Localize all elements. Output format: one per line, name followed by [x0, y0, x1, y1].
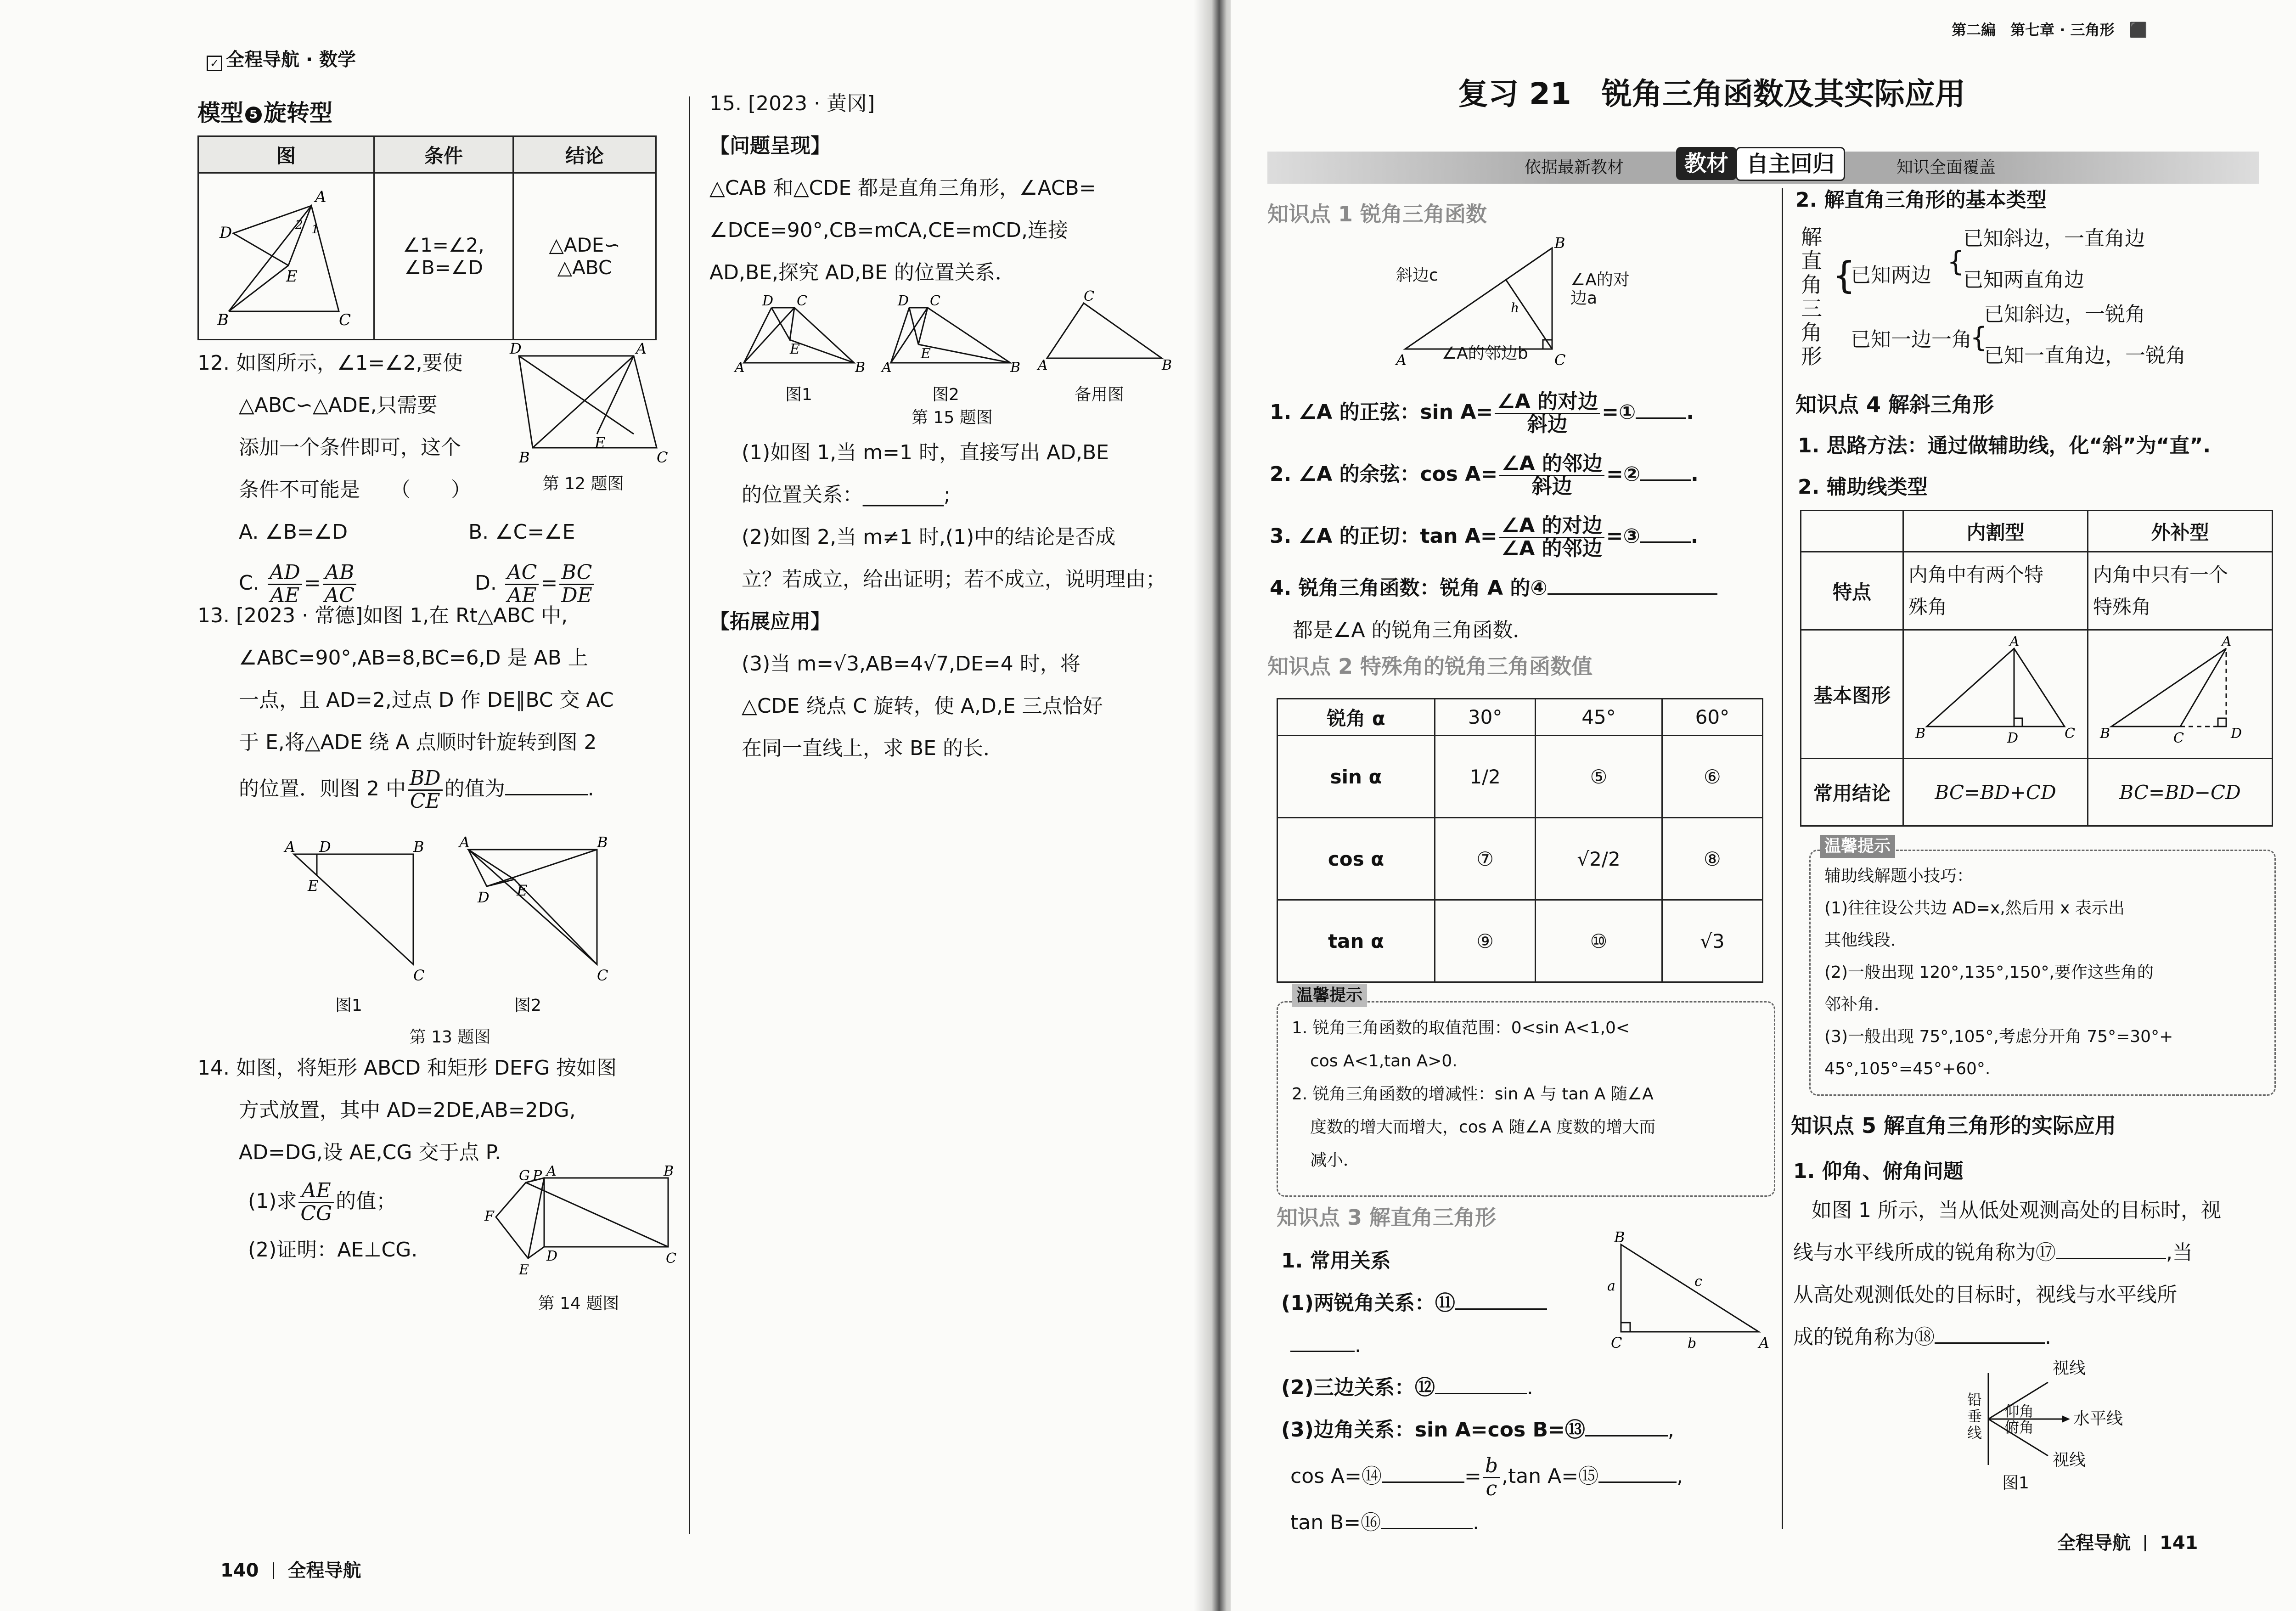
svg-text:C: C — [1554, 351, 1566, 369]
svg-text:C: C — [1084, 288, 1094, 304]
condition-cell: ∠1=∠2, ∠B=∠D — [374, 173, 513, 340]
svg-text:B: B — [664, 1163, 674, 1179]
q12-figure: D A E B C 第 12 题图 — [510, 340, 668, 493]
type-side-angle: 已知一边一角 — [1851, 328, 1972, 351]
svg-text:E: E — [286, 267, 298, 286]
table-cell[interactable]: ⑥ — [1662, 736, 1762, 818]
q14-figure: A B G P F E D C 第 14 题图 — [484, 1163, 676, 1313]
svg-text:C: C — [666, 1250, 676, 1267]
running-header: 第二編 第七章 · 三角形 ⬛ — [1952, 21, 2148, 39]
table-cell: 内角中只有一个 特殊角 — [2088, 552, 2273, 630]
table-header: 外补型 — [2088, 511, 2273, 552]
option-a[interactable]: A. ∠B=∠D — [239, 520, 348, 544]
type-item: 已知两直角边 — [1963, 268, 2084, 292]
svg-text:B: B — [1162, 357, 1172, 373]
brace-icon: { — [1947, 246, 1965, 278]
table-cell: cos α — [1277, 818, 1435, 900]
special-angle-table — [1277, 698, 1763, 983]
svg-text:A: A — [1396, 351, 1407, 369]
svg-text:D: D — [478, 889, 490, 906]
svg-text:E: E — [790, 341, 800, 357]
brace-icon: { — [1832, 254, 1856, 297]
table-header: 30° — [1435, 699, 1536, 736]
knowledge-point-2: 知识点 2 特殊角的锐角三角函数值 — [1267, 654, 1593, 679]
kp5-subheading: 1. 仰角、俯角问题 — [1793, 1160, 1964, 1183]
kp4-aux: 2. 辅助线类型 — [1798, 475, 1928, 499]
svg-text:A: A — [735, 360, 745, 376]
svg-text:A: A — [459, 834, 470, 851]
outer-fill-figure — [2088, 630, 2273, 759]
option-d[interactable]: D. $\frac{AC}{AE}$ = $\frac{BC}{DE}$ — [468, 571, 596, 595]
svg-text:A: A — [285, 838, 296, 856]
table-cell[interactable]: ⑩ — [1536, 900, 1662, 982]
type-item: 已知斜边，一锐角 — [1984, 303, 2145, 326]
table-cell: 特点 — [1801, 552, 1903, 630]
tip-box-1: 温馨提示 1. 锐角三角函数的取值范围：0<sin A<1,0< cos A<1,tan A>0. 2. 锐角三角函数的增减性：sin A 与 tan A 随∠A 度数的增大而增大，cos A 随∠A 度数的增大而 减小． — [1277, 1001, 1775, 1197]
table-cell: tan α — [1277, 900, 1435, 982]
answer-blank[interactable] — [1435, 1393, 1527, 1394]
svg-text:A: A — [636, 340, 647, 357]
trig-definitions: 1. ∠A 的正弦：sin A= $\frac{\text{∠A 的对边}}{\text{斜边}}$ =① . 2. ∠A 的余弦：cos A= $\frac{\text{∠A 的邻边}}{\text{斜边}}$ =② . 3. ∠A 的正切：tan A= $\frac{\text{∠A 的对边}}{\text{∠A 的邻边}}$ =③ . 4. 锐角三角函数：锐角 A 的④ 都是∠A 的锐角三角函数． — [1270, 381, 1717, 652]
answer-blank[interactable] — [1381, 1528, 1473, 1529]
svg-text:C: C — [2173, 730, 2184, 746]
answer-blank[interactable] — [1598, 1481, 1677, 1483]
svg-text:C: C — [339, 311, 351, 329]
tip-box-2: 温馨提示 辅助线解题小技巧： (1)往往设公共边 AD=x,然后用 x 表示出 其他线段． (2)一般出现 120°,135°,150°,要作这些角的 邻补角． (3)一般出现 75°,105°,考虑分开角 75°=30°+ 45°,105°=45°+60°. — [1809, 850, 2276, 1096]
knowledge-point-3: 知识点 3 解直角三角形 — [1277, 1205, 1497, 1230]
svg-text:2: 2 — [295, 218, 303, 232]
column-divider — [1782, 188, 1783, 1529]
table-header: 内割型 — [1903, 511, 2088, 552]
svg-text:D: D — [546, 1248, 558, 1264]
page-footer-left: 140 全程导航 — [220, 1560, 361, 1581]
q13-figures: A D B E C A B D E C 图1 图2 第 13 题图 — [276, 836, 625, 1049]
table-cell: 内角中有两个特 殊角 — [1903, 552, 2088, 630]
svg-text:A: A — [2009, 633, 2020, 650]
svg-text:C: C — [930, 293, 940, 309]
answer-blank[interactable] — [1640, 479, 1691, 481]
svg-text:A: A — [2221, 633, 2232, 650]
svg-text:E: E — [921, 346, 931, 362]
brace-icon: { — [1970, 321, 1988, 354]
svg-text:h: h — [1511, 300, 1519, 315]
svg-text:D: D — [510, 340, 522, 357]
svg-text:D: D — [2230, 725, 2242, 742]
page-title: 复习 21 锐角三角函数及其实际应用 — [1458, 76, 1965, 112]
aux-line-table — [1800, 510, 2273, 827]
table-cell[interactable]: ⑤ — [1536, 736, 1662, 818]
svg-text:E: E — [519, 1262, 529, 1278]
table-header: 结论 — [513, 136, 656, 173]
kp5-text: 如图 1 所示，当从低处观测高处的目标时，视 线与水平线所成的锐角称为⑰ ,当 从高处观测低处的目标时，视线与水平线所 成的锐角称为⑱ . — [1793, 1199, 2221, 1349]
question-12: 12. 如图所示，∠1=∠2,要使 △ABC∽△ADE,只需要 添加一个条件即可，这个 条件不可能是 （ ） A. ∠B=∠D B. ∠C=∠E C. $\frac{AD}{AE}$ = $\frac{AB}{AC}$ D. $\frac{AC}{AE}$ = $\frac{BC}{DE}$ — [197, 342, 596, 613]
svg-text:C: C — [1611, 1334, 1622, 1352]
table-header: 60° — [1662, 699, 1762, 736]
table-cell: BC=BD+CD — [1903, 759, 2088, 826]
number-badge: 5 — [245, 107, 262, 123]
table-header: 锐角 α — [1277, 699, 1435, 736]
answer-blank[interactable] — [2056, 1258, 2166, 1259]
model-figure — [198, 173, 374, 340]
elevation-figure: 视线 仰角 俯角 水平线 视线 铅垂线 图1 — [1967, 1359, 2123, 1493]
table-header: 45° — [1536, 699, 1662, 736]
question-13: 13. [2023 · 常德]如图 1,在 Rt△ABC 中, ∠ABC=90°,AB=8,BC=6,D 是 AB 上 一点，且 AD=2,过点 D 作 DE∥BC 交 AC 于 E,将△ADE 绕 A 点顺时针旋转到图 2 的位置．则图 2 中 $\frac{BD}{CE}$ 的值为 . — [197, 604, 614, 813]
q15-figures: A B D C E A B D C E A B C 图1 图2 备用图 — [735, 294, 1176, 406]
table-header: 图 — [198, 136, 374, 173]
type-item: 已知一直角边，一锐角 — [1984, 344, 2186, 367]
svg-text:B: B — [413, 838, 424, 856]
kp4-method: 1. 思路方法：通过做辅助线，化“斜”为“直”. — [1798, 434, 2211, 457]
svg-text:C: C — [2064, 725, 2075, 742]
svg-text:c: c — [1694, 1273, 1702, 1290]
svg-text:a: a — [1607, 1278, 1615, 1294]
table-cell: sin α — [1277, 736, 1435, 818]
svg-text:B: B — [1915, 725, 1925, 742]
answer-blank[interactable] — [1382, 1481, 1464, 1483]
question-15: 15. [2023 · 黄冈] 【问题呈现】 △CAB 和△CDE 都是直角三角形，∠ACB= ∠DCE=90°,CB=mCA,CE=mCD,连接 AD,BE,探究 AD,BE 的位置关系． — [709, 92, 1096, 284]
svg-text:C: C — [597, 967, 608, 984]
table-cell: 常用结论 — [1801, 759, 1903, 826]
types-heading: 2. 解直角三角形的基本类型 — [1795, 188, 2047, 212]
column-divider — [689, 96, 690, 1534]
table-cell: BC=BD−CD — [2088, 759, 2273, 826]
svg-text:D: D — [319, 838, 331, 856]
svg-text:C: C — [797, 293, 807, 309]
answer-blank[interactable] — [1548, 593, 1717, 595]
option-b[interactable]: B. ∠C=∠E — [468, 520, 575, 544]
knowledge-point-4: 知识点 4 解斜三角形 — [1795, 392, 1994, 417]
svg-text:A: A — [882, 360, 892, 376]
conclusion-cell: △ADE∽ △ABC — [513, 173, 656, 340]
svg-text:B: B — [597, 834, 608, 851]
table-cell: 1/2 — [1435, 736, 1536, 818]
svg-text:D: D — [898, 293, 909, 309]
svg-text:B: B — [1554, 234, 1565, 252]
option-c[interactable]: C. $\frac{AD}{AE}$ = $\frac{AB}{AC}$ — [239, 553, 468, 613]
svg-text:B: B — [519, 449, 530, 466]
svg-text:1: 1 — [311, 223, 319, 237]
svg-text:E: E — [517, 882, 528, 899]
knowledge-point-1: 知识点 1 锐角三角函数 — [1267, 202, 1487, 226]
answer-blank[interactable] — [1455, 1308, 1547, 1310]
svg-text:F: F — [484, 1208, 494, 1224]
right-page — [1231, 0, 2296, 1611]
section-banner: 依据最新教材 教材 自主回归 知识全面覆盖 — [1267, 152, 2259, 184]
answer-blank[interactable] — [1640, 541, 1691, 543]
svg-text:B: B — [1614, 1228, 1625, 1246]
type-two-sides: 已知两边 — [1851, 264, 1931, 287]
common-relations: 1. 常用关系 (1)两锐角关系：⑪ . (2)三边关系：⑫ . (3)边角关系：sin A=cos B=⑬ , cos A=⑭ = $\frac{b}{c}$ ,tan A=⑮ , tan B=⑯ . — [1281, 1249, 1683, 1534]
svg-text:D: D — [2007, 730, 2018, 746]
model-table — [197, 135, 657, 340]
svg-text:C: C — [657, 449, 668, 466]
svg-text:A: A — [1038, 357, 1048, 373]
inner-cut-figure — [1903, 630, 2088, 759]
answer-blank[interactable] — [1585, 1435, 1668, 1436]
answer-blank[interactable] — [1935, 1342, 2045, 1344]
svg-text:D: D — [762, 293, 774, 309]
table-cell: √2/2 — [1536, 818, 1662, 900]
knowledge-point-5: 知识点 5 解直角三角形的实际应用 — [1791, 1113, 2116, 1138]
svg-text:B: B — [217, 311, 229, 329]
svg-text:A: A — [315, 188, 326, 206]
table-cell[interactable]: ⑨ — [1435, 900, 1536, 982]
types-vertical-label: 解直角三角形 — [1801, 225, 1822, 369]
svg-text:B: B — [1010, 360, 1021, 376]
svg-text:B: B — [2099, 725, 2110, 742]
q15-caption: 第 15 题图 — [912, 408, 993, 427]
answer-blank[interactable] — [1290, 1351, 1355, 1352]
abc-right-triangle — [1589, 1228, 1782, 1357]
svg-text:P: P — [533, 1168, 542, 1184]
checkbox-icon: ✓ — [207, 56, 222, 71]
page-footer-right: 全程导航 141 — [2057, 1532, 2198, 1554]
svg-text:A: A — [1759, 1334, 1770, 1352]
table-header — [1801, 511, 1903, 552]
question-15-parts: (1)如图 1,当 m=1 时，直接写出 AD,BE 的位置关系：________; (2)如图 2,当 m≠1 时,(1)中的结论是否成 立？若成立，给出证明；若不成立，说明理由； 【拓展应用】 (3)当 m=√3,AB=4√7,DE=4 时，将 △CDE 绕点 C 旋转，使 A,D,E 三点恰好 在同一直线上，求 BE 的长． — [709, 441, 1166, 760]
svg-text:b: b — [1688, 1335, 1697, 1352]
svg-text:D: D — [219, 224, 232, 242]
svg-text:A: A — [546, 1163, 557, 1179]
table-header: 条件 — [374, 136, 513, 173]
answer-blank[interactable] — [505, 794, 588, 795]
right-triangle-figure: A C B h 斜边c ∠A的对边a ∠A的邻边b — [1387, 234, 1607, 374]
svg-text:B: B — [855, 360, 866, 376]
svg-text:E: E — [308, 877, 319, 895]
svg-text:C: C — [413, 967, 425, 984]
running-header: ✓ 全程导航 · 数学 — [207, 46, 356, 73]
table-cell[interactable]: ⑧ — [1662, 818, 1762, 900]
svg-text:G: G — [519, 1168, 530, 1184]
svg-text:E: E — [595, 434, 606, 451]
question-14: 14. 如图，将矩形 ABCD 和矩形 DEFG 按如图 方式放置，其中 AD=2DE,AB=2DG, AD=DG,设 AE,CG 交于点 P. (1)求 $\frac{AE}{CG}$ 的值； (2)证明：AE⊥CG. — [197, 1056, 617, 1262]
model-title: 模型 5 旋转型 — [197, 100, 332, 126]
type-item: 已知斜边，一直角边 — [1963, 227, 2145, 250]
answer-blank[interactable] — [1636, 417, 1686, 419]
table-cell: √3 — [1662, 900, 1762, 982]
table-cell[interactable]: ⑦ — [1435, 818, 1536, 900]
table-cell: 基本图形 — [1801, 630, 1903, 759]
